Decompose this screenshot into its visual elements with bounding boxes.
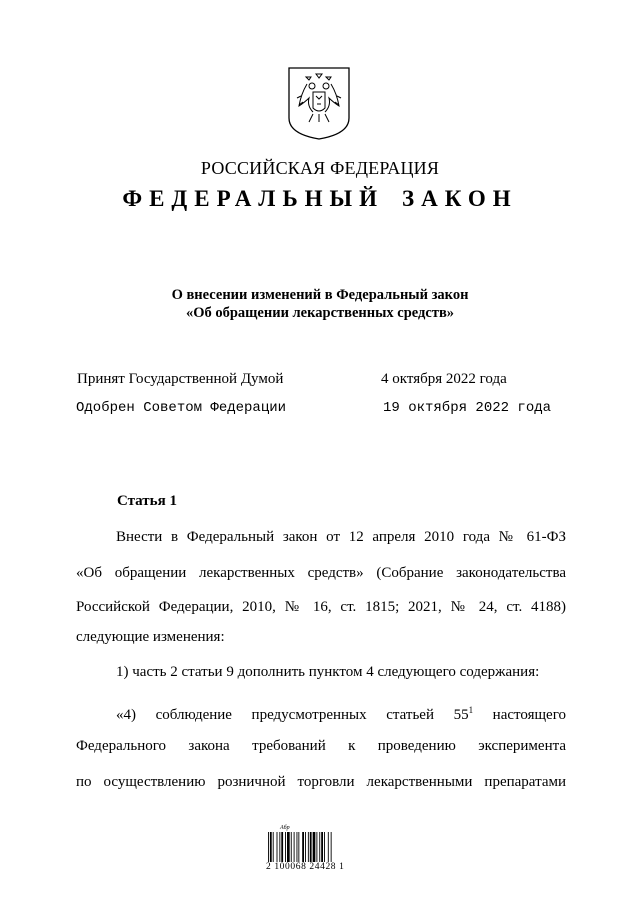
law-title [0,286,640,322]
barcode-mark: Абр [280,825,290,831]
law-title-line-1: О внесении изменений в Федеральный закон [171,287,469,303]
article-intro-line-2: «Об обращении лекарственных средств» (Собрание законодательства [76,565,566,581]
quote-line-1: «4) соблюдение предусмотренных статьей $55^1$ настоящего [116,705,566,723]
duma-adoption-label: Принят Государственной Думой [77,371,284,387]
article-heading: Статья 1 [117,493,177,509]
coat-of-arms-emblem [287,66,351,141]
article-intro-line-3: Российской Федерации, 2010, № 16, ст. 1815; 2021, № 24, ст. 4188) [76,599,566,615]
article-intro-line-1: Внести в Федеральный закон от 12 апреля 2010 года № 61-ФЗ [116,529,566,545]
article-item-1: 1) часть 2 статьи 9 дополнить пунктом 4 следующего содержания: [116,664,540,680]
law-type-heading [0,186,640,212]
council-approval-label: Одобрен Советом Федерации [76,400,287,416]
law-type-word-federal: ФЕДЕРАЛЬНЫЙ [122,186,385,211]
quote-line-2: Федерального закона требований к проведению эксперимента [76,738,566,754]
country-heading: РОССИЙСКАЯ ФЕДЕРАЦИЯ [200,158,440,178]
law-title-line-2: «Об обращении лекарственных средств» [185,305,455,321]
article-intro-line-4: следующие изменения: [76,629,225,645]
council-approval-date: 19 октября 2022 года [383,400,552,416]
barcode-number: 2 100068 24428 1 [266,862,345,872]
law-type-word-law: ЗАКОН [402,186,518,211]
barcode [266,822,358,882]
quote-line-3: по осуществлению розничной торговли лекарственными препаратами [76,774,566,790]
duma-adoption-date: 4 октября 2022 года [381,371,507,387]
